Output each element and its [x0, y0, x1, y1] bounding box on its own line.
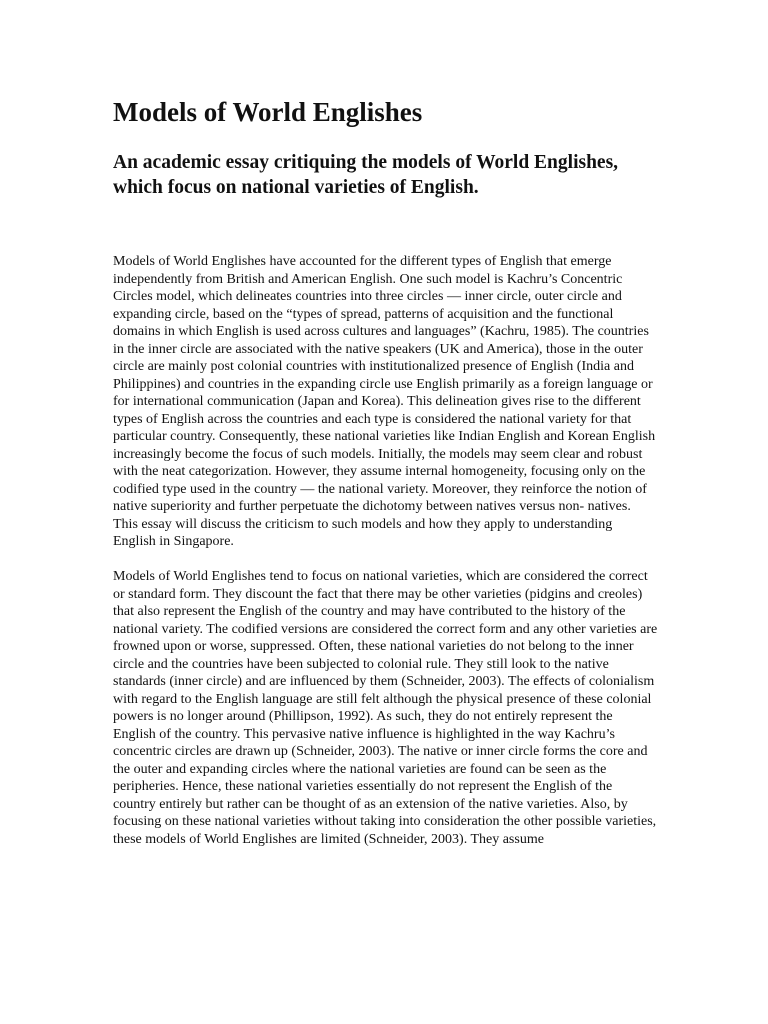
- document-title: Models of World Englishes: [113, 97, 423, 127]
- document-body: [113, 253, 658, 866]
- document-subtitle: An academic essay critiquing the models of World Englishes, which focus on national varieties of English.: [113, 152, 619, 198]
- body-paragraph-2: Models of World Englishes tend to focus on national varieties, which are considered the correct or standard form. They discount the fact that there may be other varieties (pidgins and creoles) that also represent the English of the country and may have contributed to the history of the national variety. The codified versions are considered the correct form and any other varieties are frowned upon or worse, suppressed. Often, these national varieties do not belong to the inner circle and the countries have been subjected to colonial rule. They still look to the native standards (inner circle) and are influenced by them (Schneider, 2003). The effects of colonialism with regard to the English language are still felt although the physical presence of these colonial powers is no longer around (Phillipson, 1992). As such, they do not entirely represent the English of the country. This pervasive native influence is highlighted in the way Kachru’s concentric circles are drawn up (Schneider, 2003). The native or inner circle forms the core and the outer and expanding circles where the national varieties are found can be seen as the peripheries. Hence, these national varieties essentially do not represent the English of the country entirely but rather can be thought of as an extension of the native varieties. Also, by focusing on these national varieties without taking into consideration the other possible varieties, these models of World Englishes are limited (Schneider, 2003). They assume: [113, 569, 658, 847]
- body-paragraph-1: Models of World Englishes have accounted for the different types of English that emerge independently from British and American English. One such model is Kachru’s Concentric Circles model, which delineates countries into three circles — inner circle, outer circle and expanding circle, based on the “types of spread, patterns of acquisition and the functional domains in which English is used across cultures and languages” (Kachru, 1985). The countries in the inner circle are associated with the native speakers (UK and America), those in the outer circle are mainly post colonial countries with institutionalized presence of English (India and Philippines) and countries in the expanding circle use English primarily as a foreign language or for international communication (Japan and Korea). This delineation gives rise to the different types of English across the countries and each type is considered the national variety for that particular country. Consequently, these national varieties like Indian English and Korean English increasingly become the focus of such models. Initially, the models may seem clear and robust with the neat categorization. However, they assume internal homogeneity, focusing only on the codified type used in the country — the national variety. Moreover, they reinforce the notion of native superiority and further perpetuate the dichotomy between natives versus non- natives. This essay will discuss the criticism to such models and how they apply to understanding English in Singapore.: [113, 254, 656, 549]
